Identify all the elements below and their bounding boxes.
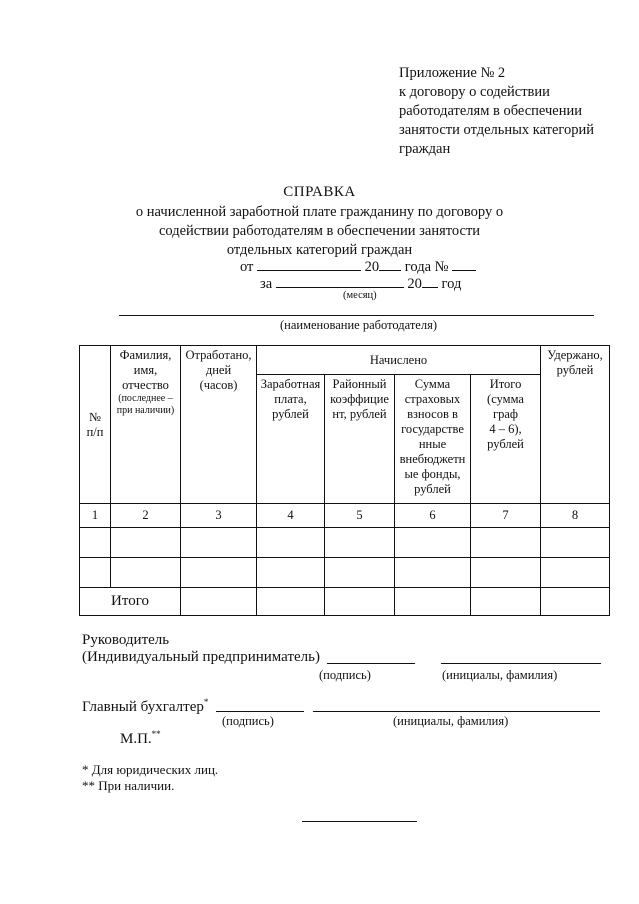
period-year-prefix: 20 xyxy=(407,276,422,292)
chief-name-field[interactable] xyxy=(313,711,600,712)
chief-accountant-label: Главный бухгалтер* xyxy=(82,697,209,715)
column-number: 6 xyxy=(395,504,471,528)
salary-table xyxy=(79,345,610,616)
footnote: * Для юридических лиц. xyxy=(82,762,219,777)
year-suffix: года № xyxy=(404,259,449,275)
column-number: 7 xyxy=(471,504,541,528)
column-number: 8 xyxy=(541,504,610,528)
column-number: 1 xyxy=(80,504,111,528)
document-heading: СПРАВКА xyxy=(283,184,356,200)
appendix-line: Приложение № 2 xyxy=(399,65,506,81)
head-signature-field[interactable] xyxy=(327,663,415,664)
month-field[interactable] xyxy=(276,273,404,288)
period-year-suffix: год xyxy=(441,276,462,292)
header-insurance: Сумма страховых взносов в государстве нные внебюджетн ые фонды, рублей xyxy=(395,375,471,504)
total-row xyxy=(80,588,610,616)
header-salary: Заработная плата, рублей xyxy=(257,375,325,504)
year-prefix: 20 xyxy=(364,259,380,275)
date-field[interactable] xyxy=(257,256,361,271)
table-row xyxy=(80,558,610,588)
column-number: 4 xyxy=(257,504,325,528)
chief-signature-field[interactable] xyxy=(216,711,304,712)
column-number-row xyxy=(80,504,610,528)
stamp-footnote-mark: ** xyxy=(151,729,161,739)
header-withheld: Удержано, рублей xyxy=(541,346,610,504)
header-accrued: Начислено xyxy=(257,346,541,375)
appendix-line: к договору о содействии xyxy=(399,84,550,100)
column-number: 5 xyxy=(325,504,395,528)
chief-footnote-mark: * xyxy=(203,697,209,707)
doc-number-field[interactable] xyxy=(452,256,476,271)
employer-caption: (наименование работодателя) xyxy=(280,318,438,332)
footnote: ** При наличии. xyxy=(82,778,175,793)
head-name-caption: (инициалы, фамилия) xyxy=(442,668,558,682)
header-regional: Районный коэффицие нт, рублей xyxy=(325,375,395,504)
title-line: о начисленной заработной плате гражданину по договору о xyxy=(135,204,504,220)
total-label: Итого xyxy=(80,588,181,616)
chief-sign-caption: (подпись) xyxy=(222,714,274,728)
head-sign-caption: (подпись) xyxy=(319,668,371,682)
year-field[interactable] xyxy=(379,256,401,271)
stamp-label: М.П.** xyxy=(120,729,161,747)
header-fio: Фамилия, имя, отчество (последнее – при наличии) xyxy=(111,346,181,504)
chief-name-caption: (инициалы, фамилия) xyxy=(393,714,509,728)
head-name-field[interactable] xyxy=(441,663,601,664)
table-row xyxy=(80,528,610,558)
title-line: отдельных категорий граждан xyxy=(226,242,413,258)
column-number: 3 xyxy=(181,504,257,528)
end-divider xyxy=(302,821,417,822)
head-title: Руководитель xyxy=(82,632,170,648)
column-number: 2 xyxy=(111,504,181,528)
appendix-block xyxy=(399,64,629,159)
period-for-label: за xyxy=(260,276,273,292)
appendix-line: граждан xyxy=(399,141,451,157)
appendix-line: работодателям в обеспечении xyxy=(399,103,582,119)
header-total: Итого (сумма граф 4 – 6), рублей xyxy=(471,375,541,504)
header-fio-note: (последнее – xyxy=(118,393,173,404)
head-subtitle: (Индивидуальный предприниматель) xyxy=(82,649,320,665)
date-from-label: от xyxy=(240,259,254,275)
month-caption: (месяц) xyxy=(343,290,377,301)
period-year-field[interactable] xyxy=(422,273,438,288)
appendix-line: занятости отдельных категорий xyxy=(399,122,595,138)
employer-field[interactable] xyxy=(119,315,594,316)
header-num: № п/п xyxy=(80,346,111,504)
header-worked: Отработано, дней (часов) xyxy=(181,346,257,504)
title-line: содействии работодателям в обеспечении занятости xyxy=(158,223,481,239)
